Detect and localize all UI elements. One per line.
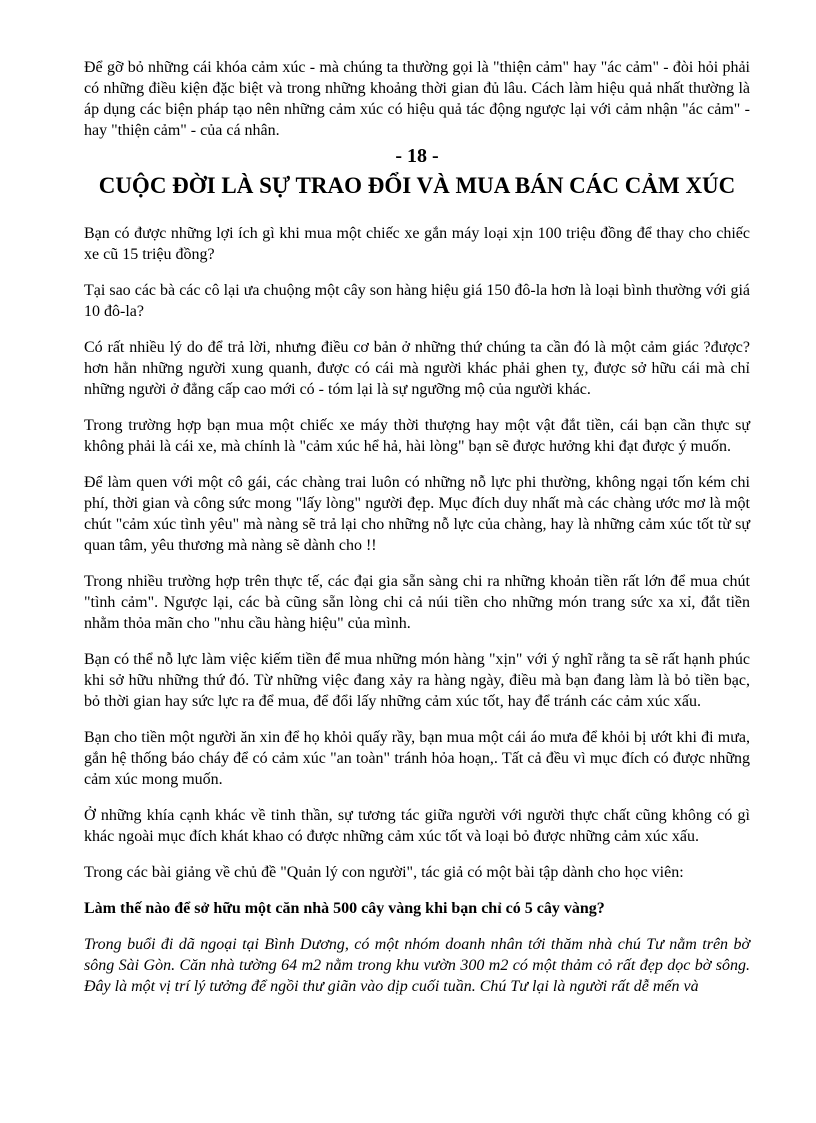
chapter-title: CUỘC ĐỜI LÀ SỰ TRAO ĐỔI VÀ MUA BÁN CÁC CẢM XÚC <box>98 173 736 198</box>
paragraph-working-for-goods: Bạn có thể nỗ lực làm việc kiếm tiền để mua những món hàng "xịn" với ý nghĩ rằng ta sẽ rất hạnh phúc khi sở hữu những thứ đó. Từ những việc đang xảy ra hàng ngày, điều mà bạn đang làm là bỏ tiền bạc, bỏ thời gian hay sức lực ra để mua, để đổi lấy những cảm xúc tốt, hay để tránh các cảm xúc xấu. <box>84 651 750 710</box>
intro-paragraph: Để gỡ bỏ những cái khóa cảm xúc - mà chúng ta thường gọi là "thiện cảm" hay "ác cảm" - đòi hỏi phải có những điều kiện đặc biệt và trong những khoảng thời gian đủ lâu. Cách làm hiệu quả nhất thường là áp dụng các biện pháp tạo nên những cảm xúc có hiệu quả tác động ngược lại với cảm nhận "ác cảm" - hay "thiện cảm" - của cá nhân. <box>84 59 750 139</box>
exercise-question: Làm thế nào để sở hữu một căn nhà 500 cây vàng khi bạn chỉ có 5 cây vàng? <box>84 900 605 917</box>
chapter-number: - 18 - <box>395 145 439 167</box>
paragraph-courtship: Để làm quen với một cô gái, các chàng trai luôn có những nỗ lực phi thường, không ngại tốn kém chi phí, thời gian và công sức mong "lấy lòng" người đẹp. Mục đích duy nhất mà các chàng ước mơ là một chút "cảm xúc tình yêu" mà nàng sẽ trả lại cho những nỗ lực của chàng, hay là những cảm xúc tốt từ sự quan tâm, yêu thương mà nàng sẽ dành cho !! <box>84 474 750 554</box>
paragraph-lecture-intro: Trong các bài giảng về chủ đề "Quản lý con người", tác giả có một bài tập dành cho học viên: <box>84 864 684 881</box>
paragraph-avoiding-bad-emotions: Bạn cho tiền một người ăn xin để họ khỏi quấy rầy, bạn mua một cái áo mưa để khỏi bị ướt khi đi mưa, gắn hệ thống báo cháy để có cảm xúc "an toàn" tránh hỏa hoạn,. Tất cả đều vì mục đích có được những cảm xúc mong muốn. <box>84 729 750 788</box>
paragraph-expensive-item: Trong trường hợp bạn mua một chiếc xe máy thời thượng hay một vật đắt tiền, cái bạn cần thực sự không phải là cái xe, mà chính là "cảm xúc hể hả, hài lòng" bạn sẽ được hưởng khi đạt được ý muốn. <box>84 417 750 455</box>
paragraph-spiritual-aspect: Ở những khía cạnh khác về tinh thần, sự tương tác giữa người với người thực chất cũng không có gì khác ngoài mục đích khát khao có được những cảm xúc tốt và loại bỏ được những cảm xúc xấu. <box>84 807 750 845</box>
paragraph-lipstick-question: Tại sao các bà các cô lại ưa chuộng một cây son hàng hiệu giá 150 đô-la hơn là loại bình thường với giá 10 đô-la? <box>84 282 750 320</box>
paragraph-reasons: Có rất nhiều lý do để trả lời, nhưng điều cơ bản ở những thứ chúng ta cần đó là một cảm giác ?được? hơn hẳn những người xung quanh, được có cái mà người khác phải ghen tỵ, được sở hữu cái mà chỉ những người ở đẳng cấp cao mới có - tóm lại là sự ngưỡng mộ của người khác. <box>84 339 750 398</box>
story-paragraph: Trong buổi đi dã ngoại tại Bình Dương, có một nhóm doanh nhân tới thăm nhà chú Tư nằm trên bờ sông Sài Gòn. Căn nhà tường 64 m2 nằm trong khu vườn 300 m2 có một thảm cỏ rất đẹp dọc bờ sông. Đây là một vị trí lý tưởng để ngồi thư giãn vào dịp cuối tuần. Chú Tư lại là người rất dễ mến và <box>84 936 750 995</box>
paragraph-spending: Trong nhiều trường hợp trên thực tế, các đại gia sẵn sàng chi ra những khoản tiền rất lớn để mua chút "tình cảm". Ngược lại, các bà cũng sẵn lòng chi cả núi tiền cho những món trang sức xa xỉ, đắt tiền nhằm thỏa mãn cho "nhu cầu hàng hiệu" của mình. <box>84 573 750 632</box>
paragraph-motorbike-question: Bạn có được những lợi ích gì khi mua một chiếc xe gắn máy loại xịn 100 triệu đồng để thay cho chiếc xe cũ 15 triệu đồng? <box>84 225 750 263</box>
